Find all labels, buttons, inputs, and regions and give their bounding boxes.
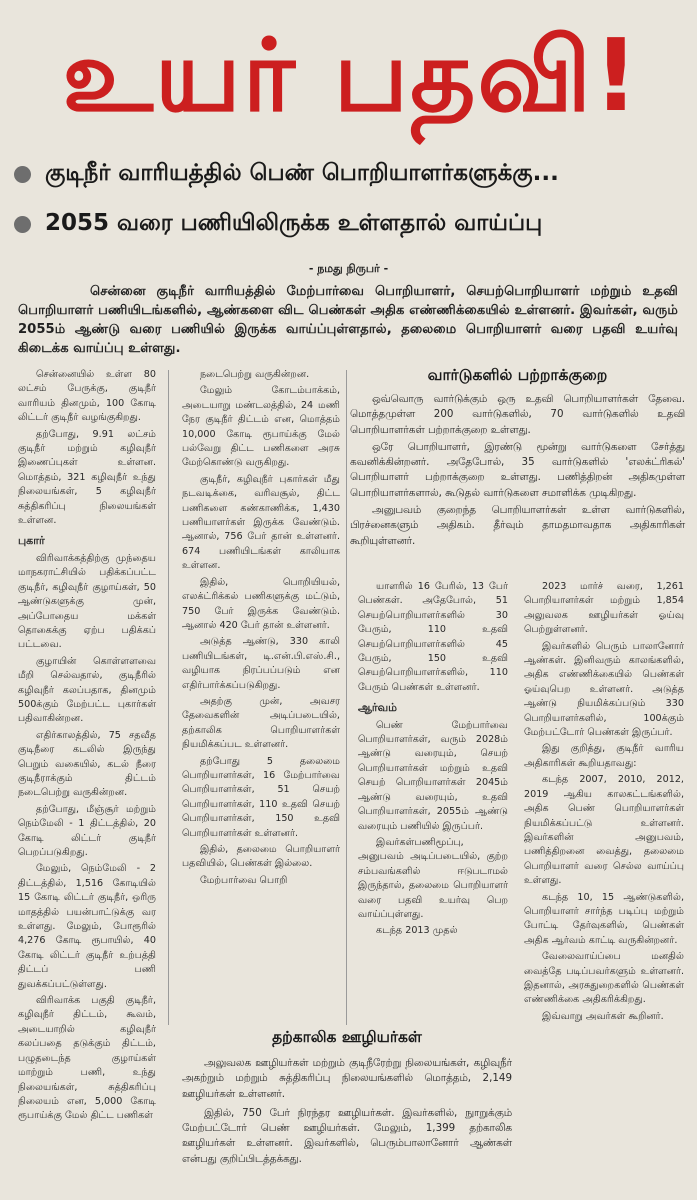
article-column-2 <box>182 368 340 1024</box>
paragraph: இவ்வாறு அவர்கள் கூறினர். <box>542 1010 664 1022</box>
paragraph: அடுத்த ஆண்டு, 330 காலி பணியிடங்கள், டி.என்.பி.எஸ்.சி., வழியாக நிரப்பப்படும் என எதிர்பார்க்கப்படுகிறது. <box>182 636 340 691</box>
lead-text: சென்னை குடிநீர் வாரியத்தில் மேற்பார்வை பொறியாளர், செயற்பொறியாளர் மற்றும் உதவி பொறியாளர் பணியிடங்களில், ஆண்களை விட பெண்கள் அதிக எண்ணிக்கையில் உள்ளனர். இவர்கள், வரும் 2055ம் ஆண்டு வரை பணியில் இருக்க வாய்ப்புள்ளதால், தலைமை பொறியாளர் வரை பதவி உயர்வு கிடைக்க வாய்ப்பு உள்ளது. <box>18 284 678 356</box>
paragraph: கடந்த 2007, 2010, 2012, 2019 ஆகிய காலகட்டங்களில், அதிக பெண் பொறியாளர்கள் நியமிக்கப்பட்டு உள்ளனர். இவர்களின் அனுபவம், பணித்திறனை வைத்து, தலைமை பொறியாளர் வரை செல்ல வாய்ப்பு உள்ளது. <box>524 774 684 887</box>
paragraph: ஒரே பொறியாளர், இரண்டு மூன்று வார்டுகளை சேர்த்து கவனிக்கின்றனர். அதேபோல், 35 வார்டுகளில் 'எலக்ட்ரிகல்' பொறியாளர் பற்றாக்குறை உள்ளது. பணித்திறன் அதிகமுள்ள பொறியாளர்களால், கூடுதல் வார்டுகளை சமாளிக்க முடிகிறது. <box>350 440 685 499</box>
paragraph: யாளரில் 16 பேரில், 13 பேர் பெண்கள். அதேபோல், 51 செயற்பொறியாளர்களில் 30 பேரும், 110 உதவி செயற்பொறியாளர்களில் 45 பேரும், 150 உதவி செயற்பொறியாளர்களில், 110 பேரும் பெண்கள் உள்ளனர். <box>358 581 508 693</box>
paragraph: மேலும், நெம்மேலி - 2 திட்டத்தில், 1,516 கோடியில் 15 கோடி லிட்டர் குடிநீர், ஒரிரு மாதத்தில் பயன்பாட்டுக்கு வர உள்ளது. மேலும், போரூரில் 4,276 கோடி ரூபாயில், 40 கோடி லிட்டர் குடிநீர் உற்பத்தி திட்டப் பணி துவக்கப்பட்டுள்ளது. <box>18 863 156 990</box>
paragraph: இதில், தலைமை பொறியாளர் பதவியில், பெண்கள் இல்லை. <box>182 844 340 870</box>
paragraph: சென்னையில் உள்ள 80 லட்சம் பேருக்கு, குடிநீர் வாரியம் தினமும், 100 கோடி லிட்டர் குடிநீர் வழங்குகிறது. <box>18 369 156 424</box>
wards-shortage-box <box>350 366 685 551</box>
paragraph: இது குறித்து, குடிநீர் வாரிய அதிகாரிகள் கூறியதாவது: <box>524 743 684 769</box>
paragraph: தற்போது, மீஞ்சூர் மற்றும் நெம்மேலி - 1 திட்டத்தில், 20 கோடி லிட்டர் குடிநீர் பெறப்படுகிறது. <box>18 803 156 858</box>
paragraph: தற்போது 5 தலைமை பொறியாளர்கள், 16 மேற்பார்வை பொறியாளர்கள், 51 செயற் பொறியாளர்கள், 110 உதவி செயற் பொறியாளர்கள், 150 உதவி பொறியாளர்கள் உள்ளனர். <box>182 755 340 839</box>
byline: - நமது நிருபர் - <box>308 262 389 275</box>
wards-heading: வார்டுகளில் பற்றாக்குறை <box>427 366 608 384</box>
paragraph: மேற்பார்வை பொறி <box>200 874 288 886</box>
paragraph: கடந்த 2013 முதல் <box>376 925 458 937</box>
section-heading-complaint: புகார் <box>18 534 45 548</box>
paragraph: இவர்களில் பெரும் பாலானோர் ஆண்கள். இனிவரும் காலங்களில், அதிக எண்ணிக்கையில் பெண்கள் ஓய்வுபெற உள்ளனர். அடுத்த ஆண்டு நியமிக்கப்படும் 330 பொறியாளர்களில், 100க்கும் மேற்பட்டோர் பெண்கள் இருப்பர். <box>524 640 684 739</box>
column-divider <box>168 370 169 1025</box>
article-column-4 <box>524 580 684 1194</box>
temporary-staff-box <box>182 1028 512 1171</box>
paragraph: பெண் மேற்பார்வை பொறியாளர்கள், வரும் 2028ம் ஆண்டு வரையும், செயற் பொறியாளர்கள் மற்றும் உதவி செயற் பொறியாளர்கள் 2045ம் ஆண்டு வரையும், உதவி பொறியாளர்கள், 2055ம் ஆண்டு வரையும் பணியில் இருப்பர். <box>358 719 508 832</box>
paragraph: கடந்த 10, 15 ஆண்டுகளில், பொறியாளர் சார்ந்த படிப்பு மற்றும் போட்டி தேர்வுகளில், பெண்கள் அதிக ஆர்வம் காட்டி வருகின்றனர். <box>524 891 684 946</box>
lead-paragraph <box>18 282 678 358</box>
paragraph: 2023 மார்ச் வரை, 1,261 பொறியாளர்கள் மற்றும் 1,854 அலுவலக ஊழியர்கள் ஓய்வு பெற்றுள்ளனர். <box>524 581 684 636</box>
paragraph: ஒவ்வொரு வார்டுக்கும் ஒரு உதவி பொறியாளர்கள் தேவை. மொத்தமுள்ள 200 வார்டுகளில், 70 வார்டுகளில் உதவி பொறியாளர்கள் பற்றாக்குறை உள்ளது. <box>350 393 685 436</box>
headline: உயர் பதவி! <box>62 17 641 134</box>
subheading-1-text: குடிநீர் வாரியத்தில் பெண் பொறியாளர்களுக்கு... <box>45 160 559 186</box>
temporary-staff-heading: தற்காலிக ஊழியர்கள் <box>272 1028 422 1046</box>
paragraph: இதில், 750 பேர் நிரந்தர ஊழியர்கள். இவர்களில், நுாறுக்கும் மேற்பட்டோர் பெண் ஊழியர்கள். மேலும், 1,399 தற்காலிக ஊழியர்கள் உள்ளனர். இவர்களில், பெரும்பாலானோர் ஆண்கள் என்பது குறிப்பிடத்தக்கது. <box>182 1106 512 1165</box>
temporary-staff-body <box>182 1056 512 1167</box>
paragraph: குழாயின் கொள்ளளவை மீறி செல்வதால், குடிநீரில் கழிவுநீர் கலப்பதாக, தினமும் 500க்கும் மேற்பட்ட புகார்கள் பதிவாகின்றன. <box>18 655 156 725</box>
paragraph: எதிர்காலத்தில், 75 சதவீத குடிநீரை கடலில் இருந்து பெறும் வகையில், கடல் நீரை குடிநீராக்கும் திட்டம் நடைபெற்று வருகின்றன. <box>18 729 156 799</box>
paragraph: வேலைவாய்ப்பை மனதில் வைத்தே படிப்பவர்களும் உள்ளனர். இதனால், அரசுதுறைகளில் பெண்கள் எண்ணிக்கை அதிகரிக்கிறது. <box>524 951 684 1006</box>
bullet-icon <box>14 216 31 233</box>
paragraph: விரிவாக்க பகுதி குடிநீர், கழிவுநீர் திட்டம், கூவம், அடையாறில் கழிவுநீர் கலப்பதை தடுக்கும் திட்டம், பழுதடைந்த குழாய்கள் மாற்றும் பணி, உந்து நிலையங்கள், சுத்திகரிப்பு நிலையம் என, 5,000 கோடி ரூபாய்க்கு மேல் திட்ட பணிகள் <box>18 995 156 1122</box>
paragraph: விரிவாக்கத்திற்கு முந்தைய மாநகராட்சியில் பதிக்கப்பட்ட குடிநீர், கழிவுநீர் குழாய்கள், 50 ஆண்டுகளுக்கு முன், அப்போதைய மக்கள் தொகைக்கு ஏற்ப பதிக்கப் பட்டவை. <box>18 552 156 651</box>
column-divider <box>346 370 347 1025</box>
article-column-3 <box>358 580 508 1030</box>
paragraph: தற்போது, 9.91 லட்சம் குடிநீர் மற்றும் கழிவுநீர் இணைப்புகள் உள்ளன. மொத்தம், 321 கழிவுநீர் உந்து நிலையங்கள், 5 கழிவுநீர் சுத்திகரிப்பு நிலையங்கள் உள்ளன. <box>18 428 156 527</box>
paragraph: இதில், பொறியியல், எலக்ட்ரிக்கல் பணிகளுக்கு மட்டும், 750 பேர் இருக்க வேண்டும். ஆனால் 420 பேர் தான் உள்ளனர். <box>182 576 340 631</box>
article-column-1 <box>18 368 156 1194</box>
paragraph: அனுபவம் குறைந்த பொறியாளர்கள் உள்ள வார்டுகளில், பிரச்னைகளும் அதிகம். தீர்வும் தாமதமாவதாக அதிகாரிகள் கூறியுள்ளனர். <box>350 504 685 547</box>
paragraph: இவர்கள்பணிமூப்பு, அனுபவம் அடிப்படையில், குற்ற சம்பவங்களில் ஈடுபடாமல் இருந்தால், தலைமை பொறியாளர் வரை பதவி உயர்வு பெற வாய்ப்புள்ளது. <box>358 836 508 920</box>
section-heading-interest: ஆர்வம் <box>358 701 398 715</box>
paragraph: அதற்கு முன், அவசர தேவைகளின் அடிப்படையில், தற்காலிக பொறியாளர்கள் நியமிக்கப்பட உள்ளனர். <box>182 695 340 751</box>
paragraph: மேலும் கோடம்பாக்கம், அடையாறு மண்டலத்தில், 24 மணி நேர குடிநீர் திட்டம் என, மொத்தம் 10,000 கோடி ரூபாய்க்கு மேல் பல்வேறு திட்ட பணிகளை அரசு மேற்கொண்டு வருகிறது. <box>182 385 340 469</box>
subheading-2-text: 2055 வரை பணியிலிருக்க உள்ளதால் வாய்ப்பு <box>45 210 543 236</box>
subheading-1 <box>14 160 559 202</box>
paragraph: குடிநீர், கழிவுநீர் புகார்கள் மீது நடவடிக்கை, வரிவசூல், திட்ட பணிகளை கண்காணிக்க, 1,430 பணியாளர்கள் இருக்க வேண்டும். ஆனால், 756 பேர் தான் உள்ளனர். 674 பணியிடங்கள் காலியாக உள்ளன. <box>182 473 340 572</box>
bullet-icon <box>14 166 31 183</box>
paragraph: நடைபெற்று வருகின்றன. <box>200 369 310 380</box>
wards-body <box>350 392 685 549</box>
paragraph: அலுவலக ஊழியர்கள் மற்றும் குடிநீரேற்று நிலையங்கள், கழிவுநீர் அகற்றும் மற்றும் சுத்திகரிப்பு நிலையங்களில் மொத்தம், 2,149 ஊழியர்கள் உள்ளனர். <box>182 1057 512 1100</box>
subheading-2 <box>14 210 542 252</box>
